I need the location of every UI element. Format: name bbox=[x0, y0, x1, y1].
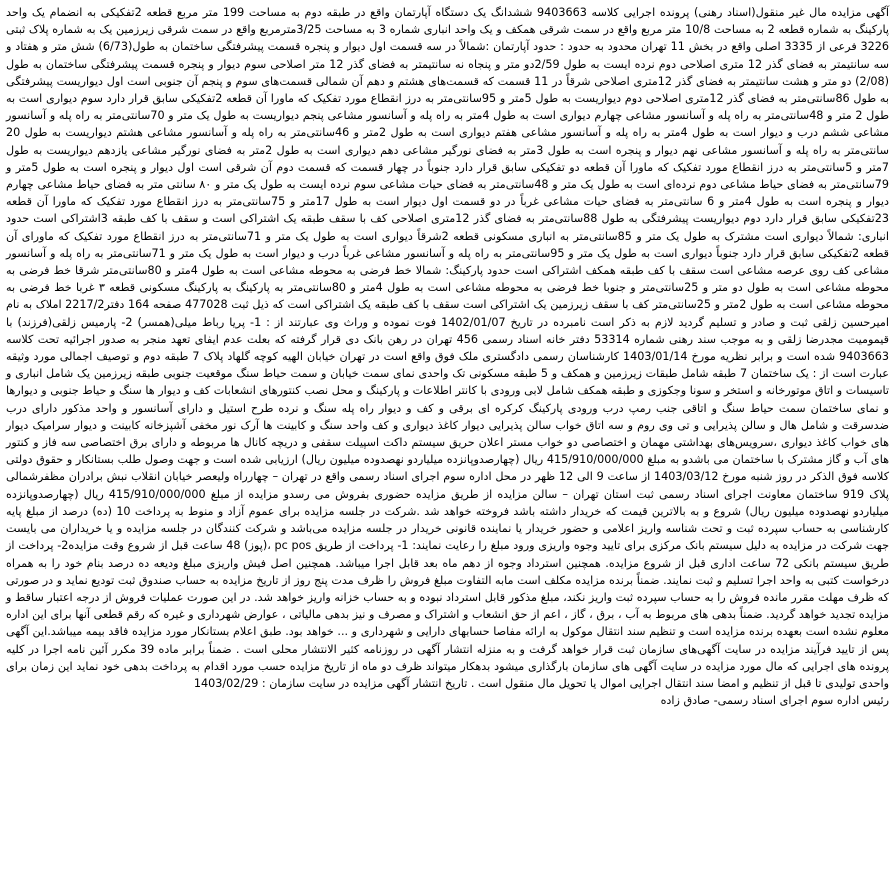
auction-notice bbox=[6, 4, 889, 709]
notice-body: آگهی مزایده مال غیر منقول(اسناد رهنی) پرونده اجرایی کلاسه 9403663 ششدانگ یک دستگاه آپارتمان واقع در طبقه دوم به مساحت 199 متر مربع قطعه 2تفکیکی به انضمام یک واحد پارکینگ به شماره قطعه 2 به مساحت 10/8 متر مربع واقع در سمت شرقی همکف و یک واحد انباری شماره 3 به مساحت 3/25مترمربع واقع در سمت شرقی زیرزمین یک به شماره پلاک ثبتی 3226 فرعی از 3335 اصلی واقع در بخش 11 تهران محدود به حدود : حدود آپارتمان :شمالاً در سه قسمت اول دیوار و پنجره قسمت پیشرفتگی ساختمان به طول(6/73) شش متر و هفتاد و سه سانتیمتر به فضای گذر 12 متری اصلاحی دوم نرده ایست به طول 2/59دو متر و پنجاه نه سانتیمتر به فضای گذر 12 متر اصلاحی سوم دیوار و پنجره قسمت پیشرفتگی ساختمان به طول (2/08) دو متر و هشت سانتیمتر به فضای گذر 12متری اصلاحی شرقاً در 11 قسمت که قسمت‌های هشتم و دهم آن شمالی قسمت‌های سوم و پنجم آن جنوبی است اول دیواریست پیشرفتگی به طول 86سانتی‌متر به فضای گذر 12متری اصلاحی دوم دیواریست به طول 5متر و 95سانتی‌متر به درز انقطاع مورد تفکیک که ماورا آن قطعه 2تفکیکی سابق قرار دارد سوم دیواری است به طول 2 متر و 48سانتی‌متر به راه پله و آسانسور مشاعی چهارم دیواری است به طول 4متر به راه پله و آسانسور مشاعی پنجم دیواریست به طول یک متر و 70سانتی‌متر به راه پله و آسانسور مشاعی ششم درب و دیوار است به طول 4متر به راه پله و آسانسور مشاعی هفتم دیواری است به طول 2متر و 46سانتی‌متر به راه پله و آسانسور مشاعی هشتم دیواریست به طول 20 سانتی‌متر به راه پله و آسانسور مشاعی نهم دیوار و پنجره است به طول 3متر به فضای نورگیر مشاعی دهم دیواری است به طول 2متر به فضای نورگیر مشاعی یازدهم دیواریست به طول 7متر و 5سانتی‌متر به درز انقطاع مورد تفکیک که ماورا آن قطعه دو تفکیکی سابق قرار دارد جنوباً در چهار قسمت که قسمت دوم آن شرقی است اول دیوار و پنجره است به طول 5متر و 79سانتی‌متر به فضای حیاط مشاعی دوم نرده‌ای است به طول یک متر و 48سانتی‌متر به فضای حیات مشاعی سوم نرده ایست به طول یک متر و ۸۰ سانتی متر به فضای حیاط مشاعی چهارم دیوار و پنجره است به طول 4متر و 6 سانتی‌متر به فضای حیات مشاعی غرباً در دو قسمت اول دیوار است به طول 17متر و 75سانتی‌متر به درز انقطاع مورد تفکیک که ماورا آن قطعه 23تفکیکی سابق قرار دارد دوم دیواریست پیشرفتگی به طول 88سانتی‌متر به فضای گذر 12متری اصلاحی کف با سقف طبقه یک اشتراکی است و سقف با کف طبقه 3اشتراکی است حدود انباری: شمالاً دیواری است مشترک به طول یک متر و 85سانتی‌متر به انباری مسکونی قطعه 2شرقاً دیواری است به طول یک متر و 71سانتی‌متر به درز انقطاع مورد تفکیک که ماورای آن قطعه 2تفکیکی سابق قرار دارد جنوباً دیواری است به طول یک متر و 95سانتی‌متر به راه پله و آسانسور مشاعی غرباً درب و دیوار است به طول یک متر و 71سانتی‌متر به راه پله و آسانسور مشاعی کف روی عرصه مشاعی است سقف با کف طبقه همکف اشتراکی است حدود پارکینگ: شمالا خط فرضی به محوطه مشاعی است به طول 4متر و 80سانتی‌متر شرقا خط فرضی به محوطه مشاعی است به طول دو متر و 25سانتی‌متر و جنوبا خط فرضی به محوطه مشاعی است به طول 4متر و 80سانتی‌متر به پارکینگ به پارکینگ مسکونی قطعه ۳ غربا خط فرضی به محوطه مشاعی است به طول 2متر و 25سانتی‌متر کف با سقف زیرزمین یک اشتراکی است سقف با کف طبقه یک اشتراکی است که ذیل ثبت 477028 صفحه 164 دفتر2217/2 املاک به نام امیرحسین زلقی ثبت و صادر و تسلیم گردید لازم به ذکر است نامبرده در تاریخ 1402/01/07 فوت نموده و وراث وی عبارتند از : 1- پریا رباط میلی(همسر) 2- پارمیس زلقی(فرزند) با قیمومیت مجدرضا زلقی و به موجب سند رهنی شماره 53314 دفتر خانه اسناد رسمی 456 تهران در رهن بانک دی قرار گرفته که بعلت عدم ایفای تعهد منجر به صدور اجرائیه تحت کلاسه 9403663 شده است و برابر نظریه مورخ 1403/01/14 کارشناسان رسمی دادگستری ملک فوق واقع است در تهران خیابان الهیه کوچه گلهاد پلاک 7 طبقه دوم و توصیف اجمالی مورد وثیقه عبارت است از : یک ساختمان 7 طبقه شامل طبقات زیرزمین و همکف و 5 طبقه مسکونی تک واحدی نمای سمت خیابان و سمت حیاط سنگ موقعیت جنوبی طبقه زیرزمین یک شامل انباری و تاسیسات و اتاق موتورخانه و استخر و سونا وجکوزی و طبقه همکف شامل لابی ورودی با کانتر اطلاعات و پارکینگ و محل نصب کنتورهای انشعابات کف و دیوار ها سنگ و حیاط جنوبی و دیوارها و نمای ساختمان سمت حیاط سنگ و اتاقی جنب رمپ درب ورودی پارکینگ کرکره ای برقی و کف و دیوار راه پله سنگ و نرده طرح استیل و دارای آسانسور و واحد مذکور دارای درب ضدسرقت و شامل هال و سالن پذیرایی و تی وی روم و سه اتاق خواب سالن پذیرایی دیوار کاغذ دیواری و کف واحد سنگ و کابینت ها آرک نور مخفی آشپزخانه کابینت و دیوار سرامیک دیوار های خواب کاغذ دیواری ،سرویس‌های بهداشتی مهمان و اختصاصی دو خواب مستر اعلان حریق سیستم داکت اسپیلت سقفی و دریچه کانال ها مربوطه و دارای برق اختصاصی سه فاز و کنتور های آب و گاز مشترک با ساختمان می باشدو به مبلغ 415/910/000/000 ریال (چهارصدوپانزده میلیاردو نهصدوده میلیون ریال) ارزیابی شده است و جهت وصول طلب بستانکار و حقوق دولتی کلاسه فوق الذکر در روز شنبه مورخ 1403/03/12 از ساعت 9 الی 12 ظهر در محل اداره سوم اجرای اسناد رسمی واقع در تهران – چهارراه ولیعصر خیابان انقلاب نبش برادران مظفرشمالی پلاک 919 ساختمان معاونت اجرای اسناد رسمی ثبت استان تهران – سالن مزایده از طریق مزایده حضوری بفروش می رسدو مزایده از مبلغ 415/910/000/000 ریال (چهارصدوپانزده میلیاردو نهصدوده میلیون ریال) شروع و به بالاترین قیمت که خریدار داشته باشد فروخته خواهد شد .شرکت در جلسه مزایده برای عموم آزاد و منوط به پرداخت 10 (ده) درصد از مبلغ پایه کارشناسی به حساب سپرده ثبت و تحت شناسه واریز اعلامی و حضور خریدار یا نماینده قانونی خریدار در جلسه مزایده می‌باشد و شرکت کنندگان در جلسه مزایده و یا خریداران می بایست جهت شرکت در مزایده به دلیل سیستم بانک مرکزی برای تایید وجوه واریزی ورود مبلغ را رعایت نمایند: 1- پرداخت از طریق pc pos ،(پوز) 48 ساعت قبل از شروع وقت مزایده2- پرداخت از طریق سیستم بانکی 72 ساعت اداری قبل از شروع مزایده. همچنین استرداد وجوه از دهم ماه بعد قابل اجرا میباشد. همچنین اصل فیش واریزی مبلغ ودیعه ده درصد بنام خود را به همراه درخواست کتبی به واحد اجرا تسلیم و ثبت نمایند. ضمناً برنده مزایده مکلف است مابه التفاوت مبلغ فروش را ظرف مدت پنج روز از تاریخ مزایده به حساب صندوق ثبت تودیع نماید و در صورتی که ظرف مهلت مقرر مانده فروش را به حساب سپرده ثبت واریز نکند، مبلغ مذکور قابل استرداد نبوده و به حساب خزانه واریز خواهد شد. در این صورت عملیات فروش از درجه اعتبار ساقط و مزایده تجدید خواهد گردید. ضمناً بدهی های مربوط به آب ، برق ، گاز ، اعم از حق انشعاب و اشتراک و مصرف و نیز بدهی مالیاتی ، عوارض شهرداری و غیره که رقم قطعی آنها برای این اداره معلوم نشده است بعهده برنده مزایده است و تنظیم سند انتقال موکول به ارائه مفاصا حسابهای دارایی و شهرداری و ... خواهد بود. طبق اعلام بستانکار مورد مزایده فاقد بیمه میباشد.این آگهی پس از تایید فرآیند مزایده در سایت آگهی‌های سازمان ثبت قرار خواهد گرفت و به منزله انتشار آگهی در روزنامه کثیر الانتشار محلی است . ضمناً برابر ماده 39 مکرر آئین نامه اجرا در کلیه پرونده های اجرایی که مال مورد مزایده در سایت آگهی های سازمان بارگذاری میشود بدهکار میتواند ظرف دو ماه از تاریخ مزایده حسب مورد اقدام به پرداخت بدهی خود نماید این زمان برای واحدی تولیدی تا قبل از تنظیم و امضا سند انتقال اجرایی اموال یا تحویل مال منقول است . تاریخ انتشار آگهی مزایده در سایت سازمان : 1403/02/29 bbox=[6, 6, 890, 690]
notice-signature: رئیس اداره سوم اجرای اسناد رسمی- صادق زاده bbox=[660, 694, 889, 708]
